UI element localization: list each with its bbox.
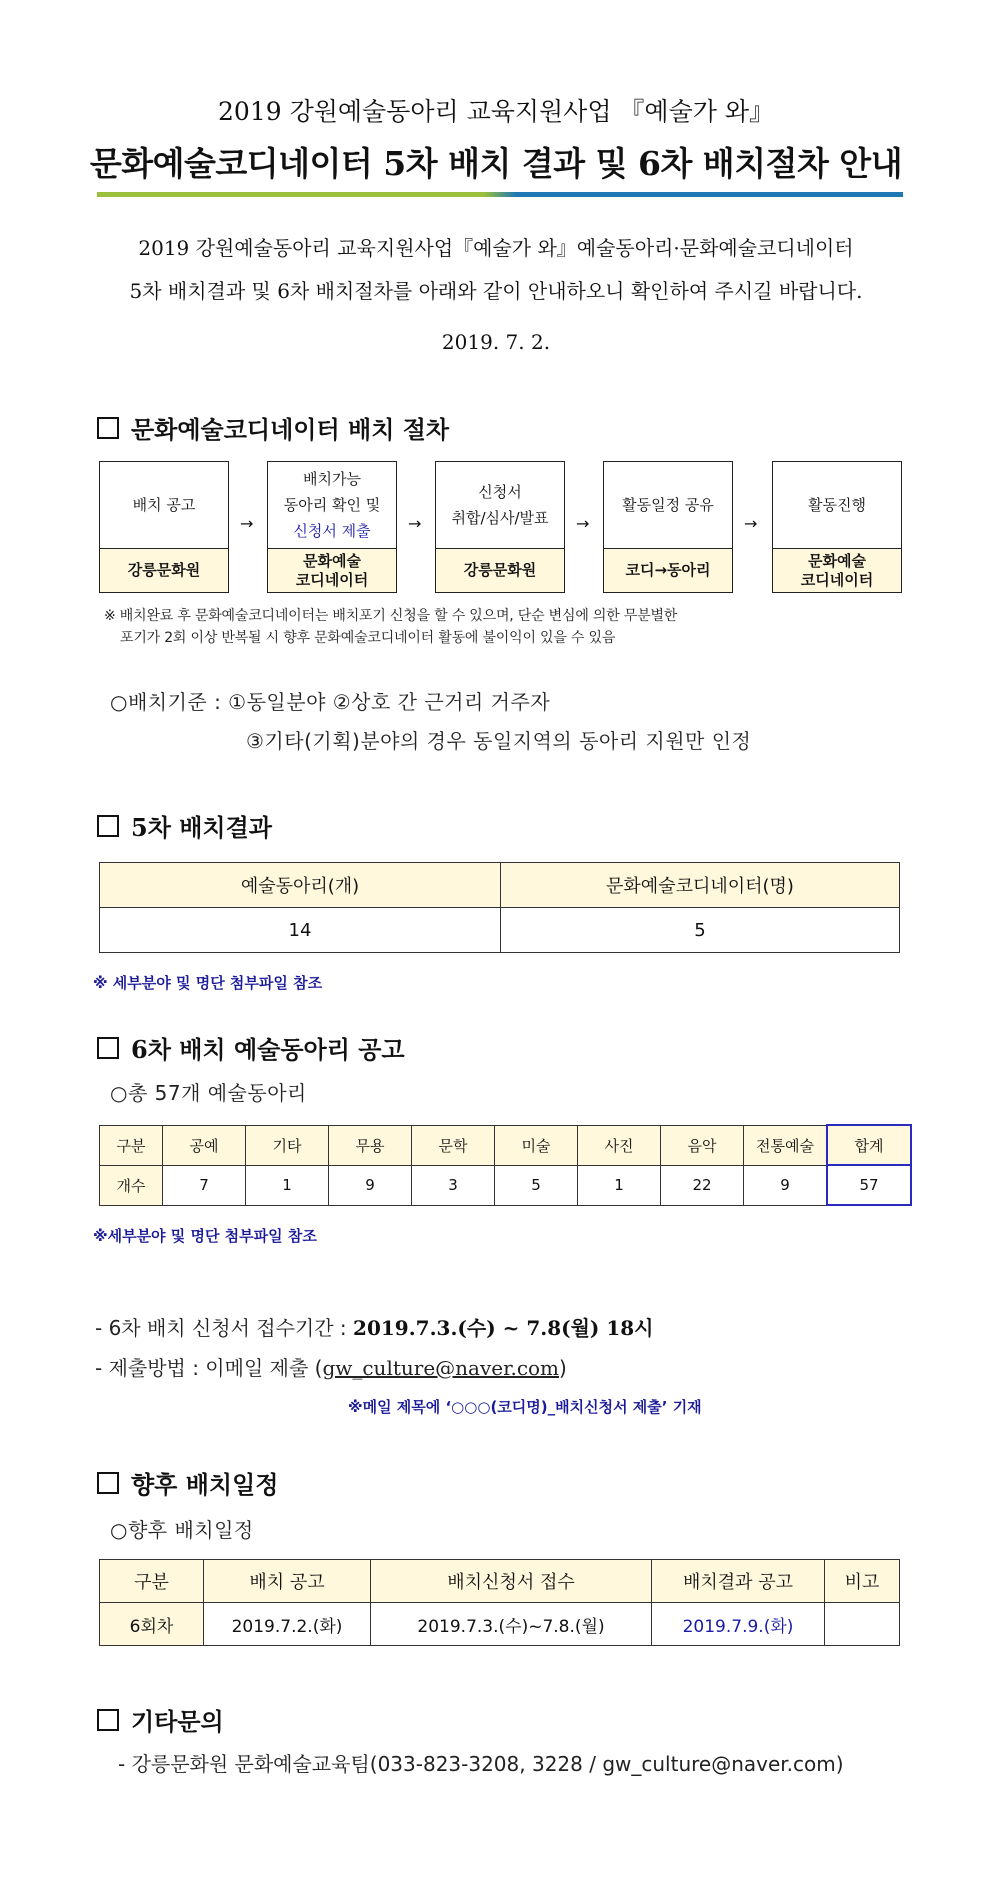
table-row	[100, 1165, 912, 1205]
procedure-step-4: 활동일정 공유 코디→동아리	[603, 461, 733, 593]
procedure-step-2: 배치가능 동아리 확인 및 신청서 제출 문화예술 코디네이터	[267, 461, 397, 593]
criteria-line2: ③기타(기획)분야의 경우 동일지역의 동아리 지원만 인정	[246, 729, 752, 753]
table-header-cell: 미술	[495, 1125, 578, 1165]
table-header-cell: 사진	[578, 1125, 661, 1165]
table-cell: 14	[100, 908, 501, 953]
table-cell: 3	[412, 1165, 495, 1205]
table-row	[100, 908, 900, 953]
table-row-label: 6회차	[100, 1603, 204, 1646]
section-schedule-heading: 향후 배치일정	[97, 1465, 278, 1500]
table-header-cell: 문학	[412, 1125, 495, 1165]
intro-line2: 5차 배치결과 및 6차 배치절차를 아래와 같이 안내하오니 확인하여 주시길 바랍니다.	[129, 279, 863, 303]
apply-mail-note: ※메일 제목에 ‘○○○(코디명)_배치신청서 제출’ 기재	[348, 1398, 702, 1416]
table-header-cell: 전통예술	[744, 1125, 828, 1165]
checkbox-square-icon	[97, 1472, 119, 1494]
procedure-step-1: 배치 공고 강릉문화원	[99, 461, 229, 593]
notice6-note: ※세부분야 및 명단 첨부파일 참조	[93, 1227, 317, 1245]
email-link[interactable]: gw_culture@naver.com	[322, 1356, 560, 1380]
table-header-row	[100, 863, 900, 908]
schedule-sub: ○향후 배치일정	[110, 1518, 254, 1542]
table-header-cell: 기타	[246, 1125, 329, 1165]
table-cell: 22	[661, 1165, 744, 1205]
table-header-cell-total: 합계	[827, 1125, 911, 1165]
page-title: 문화예술코디네이터 5차 배치 결과 및 6차 배치절차 안내	[89, 144, 903, 183]
table-cell: 9	[744, 1165, 828, 1205]
arrow-right-icon: →	[744, 514, 758, 533]
table-header-cell: 음악	[661, 1125, 744, 1165]
contact-line: - 강릉문화원 문화예술교육팀(033-823-3208, 3228 / gw_culture@naver.com)	[118, 1752, 844, 1776]
checkbox-square-icon	[97, 815, 119, 837]
schedule-table	[99, 1559, 900, 1646]
section-notice6-heading: 6차 배치 예술동아리 공고	[97, 1030, 405, 1065]
table-header-cell: 배치신청서 접수	[371, 1560, 652, 1603]
notice6-table	[99, 1124, 912, 1206]
table-cell	[825, 1603, 900, 1646]
table-header-cell: 구분	[100, 1560, 204, 1603]
notice6-total: ○총 57개 예술동아리	[110, 1081, 307, 1105]
procedure-step-3: 신청서 취합/심사/발표 강릉문화원	[435, 461, 565, 593]
intro-line1: 2019 강원예술동아리 교육지원사업『예술가 와』예술동아리·문화예술코디네이터	[138, 236, 854, 260]
table-cell: 1	[578, 1165, 661, 1205]
table-header-cell: 배치결과 공고	[652, 1560, 825, 1603]
table-cell-total: 57	[827, 1165, 911, 1205]
table-cell: 2019.7.2.(화)	[204, 1603, 371, 1646]
title-line1: 2019 강원예술동아리 교육지원사업 『예술가 와』	[218, 97, 774, 126]
arrow-right-icon: →	[240, 514, 254, 533]
result5-table	[99, 862, 900, 953]
checkbox-square-icon	[97, 1709, 119, 1731]
table-header-cell: 구분	[100, 1125, 163, 1165]
title-divider	[97, 192, 903, 197]
procedure-note: ※ 배치완료 후 문화예술코디네이터는 배치포기 신청을 할 수 있으며, 단순 변심에 의한 무분별한 포기가 2회 이상 반복될 시 향후 문화예술코디네이터 활동에 불이익이 있을 수 있음	[104, 608, 678, 646]
table-row	[100, 1603, 900, 1646]
checkbox-square-icon	[97, 417, 119, 439]
table-row-label: 개수	[100, 1165, 163, 1205]
table-header-row	[100, 1125, 912, 1165]
intro-date: 2019. 7. 2.	[441, 330, 551, 354]
table-cell: 7	[163, 1165, 246, 1205]
table-cell: 9	[329, 1165, 412, 1205]
table-header-cell: 무용	[329, 1125, 412, 1165]
table-header-row	[100, 1560, 900, 1603]
table-cell: 5	[495, 1165, 578, 1205]
table-cell: 1	[246, 1165, 329, 1205]
result5-note: ※ 세부분야 및 명단 첨부파일 참조	[93, 974, 323, 992]
table-cell: 2019.7.3.(수)~7.8.(월)	[371, 1603, 652, 1646]
arrow-right-icon: →	[408, 514, 422, 533]
table-cell-result-date: 2019.7.9.(화)	[652, 1603, 825, 1646]
section-result5-heading: 5차 배치결과	[97, 808, 272, 843]
section-contact-heading: 기타문의	[97, 1702, 224, 1737]
section-procedure-heading: 문화예술코디네이터 배치 절차	[97, 410, 449, 445]
apply-period: - 6차 배치 신청서 접수기간 : 2019.7.3.(수) ~ 7.8(월) 18시	[95, 1316, 654, 1340]
checkbox-square-icon	[97, 1037, 119, 1059]
criteria-line1: ○배치기준 : ①동일분야 ②상호 간 근거리 거주자	[110, 690, 551, 714]
table-cell: 5	[501, 908, 900, 953]
table-header-cell: 문화예술코디네이터(명)	[501, 863, 900, 908]
apply-method: - 제출방법 : 이메일 제출 (gw_culture@naver.com)	[95, 1356, 567, 1380]
table-header-cell: 비고	[825, 1560, 900, 1603]
procedure-step-5: 활동진행 문화예술 코디네이터	[772, 461, 902, 593]
table-header-cell: 배치 공고	[204, 1560, 371, 1603]
table-header-cell: 예술동아리(개)	[100, 863, 501, 908]
arrow-right-icon: →	[576, 514, 590, 533]
table-header-cell: 공예	[163, 1125, 246, 1165]
